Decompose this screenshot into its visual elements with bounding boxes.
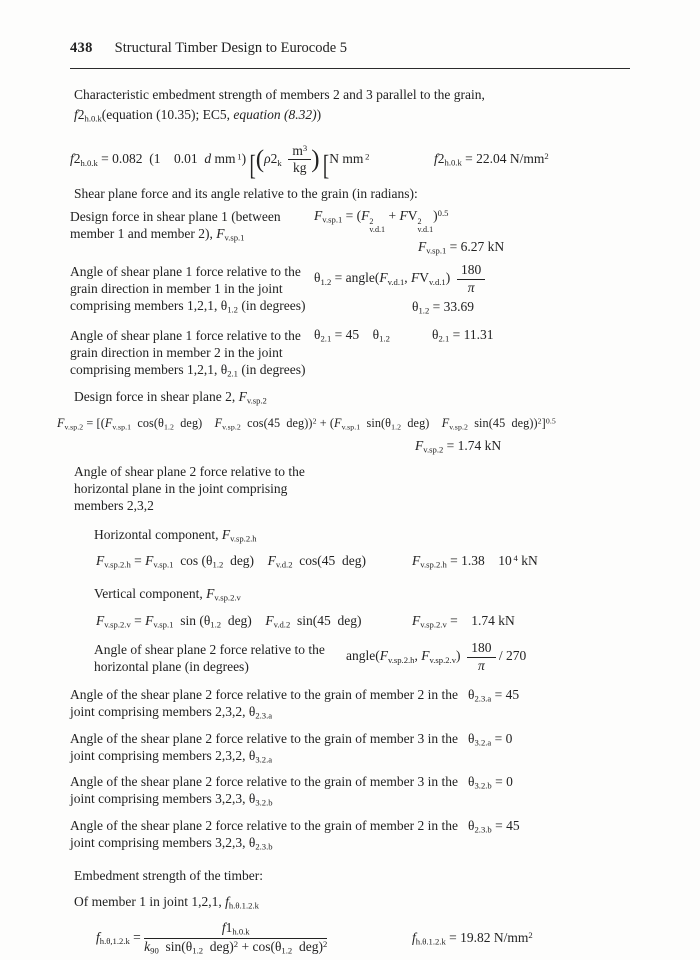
horizontal-component-equation: $F_{v.sp.2.h} = F_{v.sp.1}$ $\cos (\theta_{1.2}$ deg) $F_{v.d.2}$ cos(45 deg)	[96, 553, 366, 570]
page-number: 438	[70, 40, 93, 56]
theta-1-2-result: $\theta_{1.2} = 33.69$	[412, 299, 474, 316]
theta-2-1-result: $\theta_{2.1} = 11.31$	[432, 326, 494, 344]
horizontal-component-label: Horizontal component, $F_{v.sp.2.h}$	[94, 526, 257, 544]
theta-1-2-description: Angle of shear plane 1 force relative to the grain direction in member 1 in the joint comprising members 1,2,1, $\theta_{1.2}$ (in degrees)	[70, 264, 306, 315]
theta-3-2-b-result: $\theta_{3.2.b} = 0$	[468, 774, 513, 791]
theta-2-1-description: Angle of shear plane 1 force relative to the grain direction in member 2 in the joint comprising members 1,2,1, $\theta_{2.1}$ (in degrees)	[70, 327, 306, 379]
shear-plane-2-label: Design force in shear plane 2, $F_{v.sp.2}$	[74, 389, 267, 406]
theta-2-1-equation: $\theta_{2.1} = 45$ $\theta_{1.2}$	[314, 326, 390, 344]
theta-3-2-a-row	[70, 730, 630, 769]
embedment-heading: Embedment strength of the timber:	[74, 868, 263, 884]
theta-2-3-b-row	[70, 817, 630, 856]
shear-plane-note: Shear plane force and its angle relative to the grain (in radians):	[74, 185, 418, 201]
theta-1-2-equation: $\theta_{1.2}$ = $angle(F_{v.d.1}$, $FV_{v.d.1}$) $\frac{180}{\pi}$	[314, 263, 630, 295]
theta-2-1-row	[70, 327, 630, 383]
theta-3-2-b-description: Angle of the shear plane 2 force relative to the grain of member 3 in the joint comprising members 3,2,3, $\theta_{3.2.b}$	[70, 774, 458, 808]
vertical-component-equation: $F_{v.sp.2.v} = F_{v.sp.1}$ $\sin (\theta_{1.2}$ deg) $F_{v.d.2}$ sin(45 deg)	[96, 612, 362, 630]
theta-2-3-a-description: Angle of the shear plane 2 force relative to the grain of member 2 in the joint comprising members 2,3,2, $\theta_{2.3.a}$	[70, 686, 458, 721]
member-1-embedment-row	[70, 921, 630, 956]
horizontal-component-result: $F_{v.sp.2.h} = 1.38$ 10 $^4$ kN	[412, 553, 538, 570]
member-1-label: Of member 1 in joint 1,2,1, $f_{h.\theta.1.2.k}$	[74, 894, 259, 911]
angle-to-horizontal-description: Angle of shear plane 2 force relative to the horizontal plane (in degrees)	[94, 641, 325, 674]
embedment-strength-result: $f2_{h.0.k} = 22.04$ $N/mm^2$	[434, 151, 549, 168]
member-1-embedment-result: $f_{h.\theta.1.2.k} = 19.82$ $N/mm^2$	[412, 929, 533, 947]
member-1-embedment-equation: $f_{h.\theta,1.2.k}$ = $\frac{f1_{h.0.k}}{k_{90} \sin(\theta_{1.2} deg)^2 + \cos(\theta_{1.2} deg)^2}$	[96, 919, 328, 956]
vertical-component-label: Vertical component, $F_{v.sp.2.v}$	[94, 586, 241, 603]
shear-plane-1-force-row	[70, 208, 630, 256]
theta-2-3-b-result: $\theta_{2.3.b} = 45$	[468, 817, 520, 835]
shear-plane-2-angle-paragraph: Angle of shear plane 2 force relative to the horizontal plane in the joint comprising members 2,3,2	[74, 463, 305, 513]
theta-2-3-b-description: Angle of the shear plane 2 force relative to the grain of member 2 in the joint comprising members 3,2,3, $\theta_{2.3.b}$	[70, 817, 458, 852]
shear-plane-2-equation: $F_{v.sp.2} = [(F_{v.sp.1}$ $\cos(\theta_{1.2}$ deg) $F_{v.sp.2}$ cos(45 $deg))^2 + (F_{v.sp.1}$ $\sin(\theta_{1.2}$ deg) $F_{v.sp.2}$ sin(45 deg))$^2$]$^{0.5}$	[57, 415, 556, 432]
intro-paragraph: Characteristic embedment strength of members 2 and 3 parallel to the grain, $f2_{h.0.k}(equation$ (10.35); EC5, equation (8.32))	[74, 87, 485, 124]
angle-to-horizontal-equation: $angle(F_{v.sp.2.h}$, $F_{v.sp.2.v}$) $\frac{180}{\pi}$ / 270	[346, 639, 527, 673]
embedment-strength-equation: $f2_{h.0.k} = 0.082$ (1 0.01 d mm $^1$) [($\rho 2_k$ $\frac{m^3}{kg}$ ) [N mm $^2$	[70, 142, 370, 182]
shear-plane-1-equation: $F_{v.sp.1} = (F$ 2 v.d.1 + FV 2 v.d.1 )$^{0.5}$	[314, 207, 449, 235]
theta-3-2-a-description: Angle of the shear plane 2 force relative to the grain of member 3 in the joint comprising members 2,3,2, $\theta_{3.2.a}$	[70, 730, 458, 765]
theta-3-2-b-row	[70, 773, 630, 812]
shear-plane-2-result: $F_{v.sp.2} = 1.74$ kN	[415, 438, 502, 455]
book-title: Structural Timber Design to Eurocode 5	[114, 40, 348, 56]
theta-1-2-row	[70, 263, 630, 319]
header-rule	[70, 68, 630, 69]
vertical-component-result: $F_{v.sp.2.v}$ = 1.74 kN	[412, 612, 515, 630]
theta-3-2-a-result: $\theta_{3.2.a} = 0$	[468, 730, 513, 748]
running-head	[70, 40, 630, 57]
angle-to-horizontal-row	[70, 641, 630, 681]
shear-plane-1-description: Design force in shear plane 1 (between member 1 and member 2), $F_{v.sp.1}$	[70, 208, 281, 243]
shear-plane-1-result: $F_{v.sp.1} = 6.27$ kN	[418, 238, 505, 256]
embedment-strength-equation-row	[70, 137, 630, 183]
horizontal-component-row	[70, 553, 630, 577]
vertical-component-row	[70, 613, 630, 637]
theta-2-3-a-row	[70, 686, 630, 725]
theta-2-3-a-result: $\theta_{2.3.a} = 45$	[468, 686, 520, 704]
